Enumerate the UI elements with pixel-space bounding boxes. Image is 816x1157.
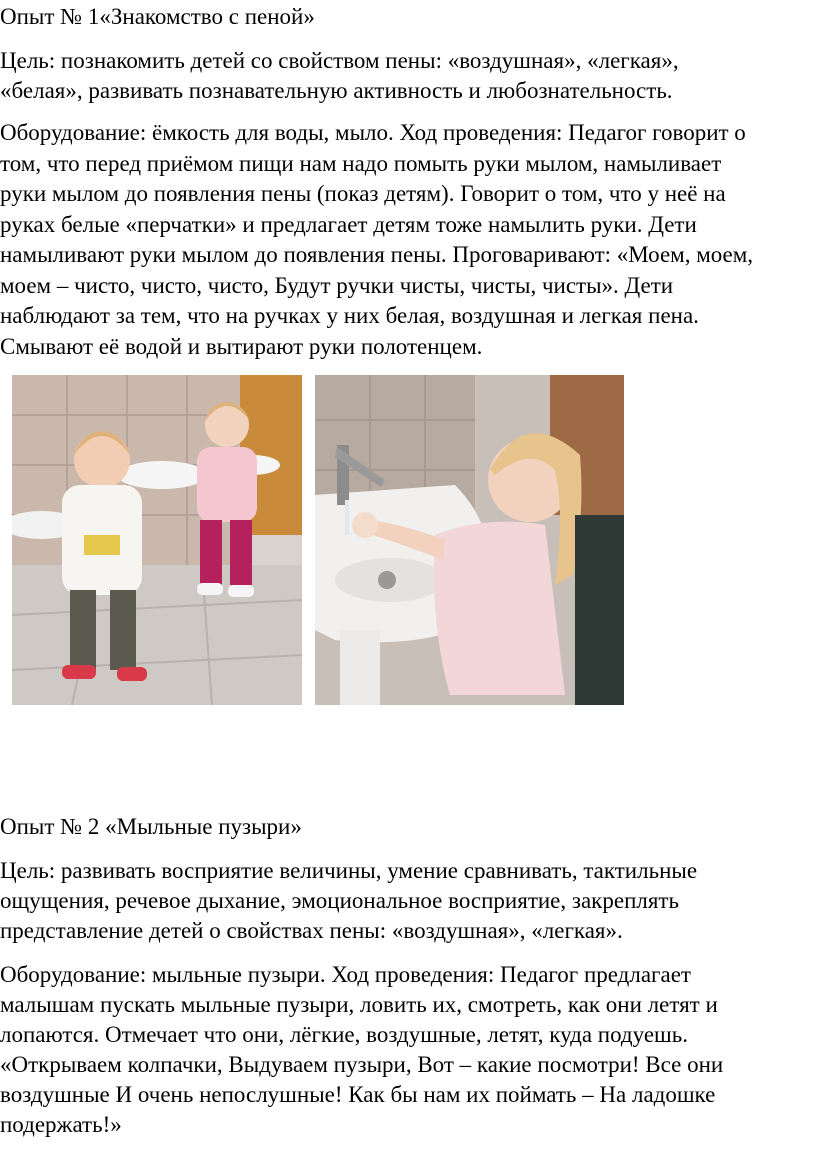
exp2-body-line-3: лопаются. Отмечает что они, лёгкие, воздушные, летят, куда подуешь.	[0, 1022, 688, 1047]
exp2-body-line-6: подержать!»	[0, 1112, 122, 1137]
exp1-body-line-7: наблюдают за тем, что на ручках у них белая, воздушная и легкая пена.	[0, 303, 699, 328]
exp2-goal-line-2: ощущения, речевое дыхание, эмоциональное восприятие, закреплять	[0, 888, 679, 913]
exp2-body-line-4: «Открываем колпачки, Выдуваем пузыри, Вот – какие посмотри! Все они	[0, 1052, 724, 1077]
exp1-goal-line-1: Цель: познакомить детей со свойством пены: «воздушная», «легкая»,	[0, 48, 679, 73]
exp1-body-line-2: том, что перед приёмом пищи нам надо помыть руки мылом, намыливает	[0, 151, 722, 176]
exp2-goal-line-3: представление детей о свойствах пены: «воздушная», «легкая».	[0, 918, 623, 943]
photo-girl-washing-hands	[315, 375, 624, 705]
exp2-body-line-2: малышам пускать мыльные пузыри, ловить их, смотреть, как они летят и	[0, 992, 718, 1017]
exp1-body-line-8: Смывают её водой и вытирают руки полотенцем.	[0, 334, 483, 359]
exp1-goal-line-2: «белая», развивать познавательную активность и любознательность.	[0, 78, 673, 103]
exp2-body-line-1: Оборудование: мыльные пузыри. Ход проведения: Педагог предлагает	[0, 962, 691, 987]
exp2-title: Опыт № 2 «Мыльные пузыри»	[0, 814, 302, 839]
exp2-body-line-5: воздушные И очень непослушные! Как бы нам их поймать – На ладошке	[0, 1082, 716, 1107]
exp1-body-line-4: руках белые «перчатки» и предлагает детям тоже намылить руки. Дети	[0, 212, 697, 237]
exp1-body-line-5: намыливают руки мылом до появления пены. Проговаривают: «Моем, моем,	[0, 242, 754, 267]
exp1-body-line-6: моем – чисто, чисто, чисто, Будут ручки чисты, чисты, чисты». Дети	[0, 273, 674, 298]
exp1-body-line-1: Оборудование: ёмкость для воды, мыло. Ход проведения: Педагог говорит о	[0, 120, 746, 145]
exp1-body-line-3: руки мылом до появления пены (показ детям). Говорит о том, что у неё на	[0, 181, 726, 206]
photo-girls-with-soap	[12, 375, 302, 705]
exp1-title: Опыт № 1«Знакомство с пеной»	[0, 4, 315, 29]
exp2-goal-line-1: Цель: развивать восприятие величины, умение сравнивать, тактильные	[0, 858, 698, 883]
